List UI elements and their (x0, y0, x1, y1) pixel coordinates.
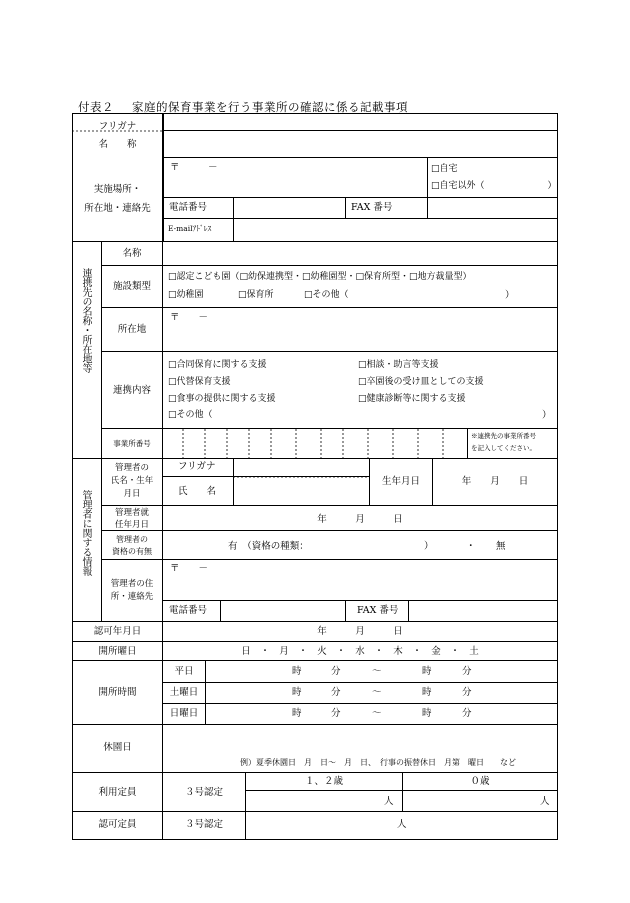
hours-saturday-hour2: 時 (422, 687, 432, 698)
capacity-label: 利用定員 (98, 787, 137, 798)
partner-content-label: 連携内容 (112, 385, 151, 396)
hours-weekday-minute2: 分 (462, 666, 472, 677)
hours-sunday-hour: 時 (292, 708, 302, 719)
approved-capacity-cert: ３号認定 (184, 819, 223, 830)
capacity-age12: １、２歳 (304, 776, 343, 787)
open-days-label: 開所曜日 (98, 646, 137, 657)
closed-days-label: 休園日 (103, 742, 132, 753)
hours-weekday-hour2: 時 (422, 666, 432, 677)
manager-qual-dot: ・ (466, 541, 476, 552)
caption-title: 家庭的保育事業を行う事業所の確認に係る記載事項 (132, 100, 408, 114)
manager-qual-label-2: 資格の有無 (112, 547, 152, 556)
facility-name-label: 名 称 (98, 139, 137, 150)
partner-address-label: 所在地 (117, 324, 147, 335)
partner-section-label: 連携先の名称・所在地等 (80, 268, 91, 373)
open-days-value: 日 ・ 月 ・ 火 ・ 水 ・ 木 ・ 金 ・ 土 (241, 646, 479, 657)
content-graduation-checkbox[interactable]: □卒園後の受け皿としての支援 (358, 377, 484, 387)
manager-fax-label: FAX 番号 (357, 605, 399, 616)
manager-name-label-2: 氏名・生年 (110, 476, 154, 486)
content-joint-checkbox[interactable]: □合同保育に関する支援 (168, 360, 267, 370)
hours-sunday-tilde: ～ (372, 708, 382, 719)
hours-row-saturday-day: 土曜日 (169, 687, 199, 698)
manager-furigana-label: フリガナ (178, 461, 216, 472)
caption-number: 付表２ (78, 100, 114, 114)
partner-name-label: 名称 (122, 248, 142, 259)
facility-furigana-label: フリガナ (98, 121, 137, 132)
content-advice-checkbox[interactable]: □相談・助言等支援 (358, 360, 439, 370)
manager-addr-label-1: 管理者の住 (110, 579, 154, 589)
hours-saturday-hour: 時 (292, 687, 302, 698)
office-number-label: 事業所番号 (113, 439, 151, 448)
manager-since-label-2: 任年月日 (114, 520, 149, 530)
location-label-2: 所在地・連絡先 (84, 203, 151, 214)
manager-shimei-label: 氏 名 (178, 486, 217, 497)
manager-phone-label: 電話番号 (169, 605, 208, 616)
manager-section-label: 管理者に関する情報 (80, 490, 91, 576)
hours-weekday-tilde: ～ (372, 666, 382, 677)
approval-date-label: 認可年月日 (93, 626, 142, 637)
hours-row-sunday-day: 日曜日 (169, 708, 199, 719)
office-note-1: ※連携先の事業所番号 (471, 432, 536, 440)
manager-since-label-1: 管理者就 (114, 508, 149, 518)
content-substitute-checkbox[interactable]: □代替保育支援 (168, 377, 231, 387)
capacity-age0: ０歳 (470, 776, 490, 787)
office-note-2: を記入してください。 (471, 444, 536, 452)
manager-postal: 〒 － (170, 563, 209, 574)
type-other-close: ） (505, 290, 515, 301)
hours-weekday-minute: 分 (331, 666, 341, 677)
capacity-unit-2: 人 (540, 796, 550, 807)
manager-birth-label: 生年月日 (381, 476, 420, 487)
type-nursery-checkbox[interactable]: □保育所 (238, 290, 274, 300)
partner-type-label: 施設類型 (112, 281, 151, 292)
hours-saturday-tilde: ～ (372, 687, 382, 698)
manager-qual-yes[interactable]: 有 （資格の種類： (228, 541, 309, 552)
approval-date-value: 年 月 日 (317, 626, 403, 637)
hours-saturday-minute2: 分 (462, 687, 472, 698)
partner-postal: 〒 － (170, 312, 209, 323)
content-meal-checkbox[interactable]: □食事の提供に関する支援 (168, 394, 276, 404)
hours-sunday-hour2: 時 (422, 708, 432, 719)
facility-postal: 〒 － (170, 162, 218, 173)
type-kindergarten-checkbox[interactable]: □幼稚園 (168, 290, 204, 300)
not-home-checkbox[interactable]: □自宅以外（ ） (431, 181, 557, 191)
location-label-1: 実施場所・ (93, 184, 142, 195)
hours-sunday-minute2: 分 (462, 708, 472, 719)
content-health-checkbox[interactable]: □健康診断等に関する支援 (358, 394, 466, 404)
facility-phone-label: 電話番号 (169, 202, 208, 213)
approved-capacity-label: 認可定員 (98, 819, 137, 830)
manager-qual-label-1: 管理者の (116, 535, 148, 544)
capacity-unit-1: 人 (384, 796, 394, 807)
manager-since-value: 年 月 日 (317, 514, 403, 525)
facility-fax-label: FAX 番号 (351, 202, 393, 213)
home-checkbox[interactable]: □自宅 (431, 164, 458, 174)
approved-capacity-unit: 人 (397, 819, 407, 830)
hours-weekday-hour: 時 (292, 666, 302, 677)
manager-qual-no[interactable]: 無 (496, 541, 506, 552)
content-other-close: ） (542, 410, 552, 421)
content-other-checkbox[interactable]: □その他（ (168, 410, 213, 420)
manager-name-label-3: 月日 (123, 489, 141, 499)
closed-days-example: 例）夏季休園日 月 日～ 月 日、 行事の振替休日 月第 曜日 など (240, 758, 516, 767)
partner-type-line1[interactable]: □認定こども園（□幼保連携型・□幼稚園型・□保育所型・□地方裁量型） (168, 272, 472, 282)
open-hours-label: 開所時間 (98, 687, 137, 698)
hours-saturday-minute: 分 (331, 687, 341, 698)
manager-birth-value: 年 月 日 (461, 476, 529, 487)
manager-qual-close: ） (424, 541, 434, 552)
type-other-checkbox[interactable]: □その他（ (304, 290, 349, 300)
manager-name-label-1: 管理者の (114, 463, 149, 473)
hours-row-weekday-day: 平日 (174, 666, 194, 677)
capacity-cert: ３号認定 (184, 787, 223, 798)
hours-sunday-minute: 分 (331, 708, 341, 719)
facility-email-label: E-mailｱﾄﾞﾚｽ (168, 224, 212, 233)
manager-addr-label-2: 所・連絡先 (110, 592, 154, 602)
